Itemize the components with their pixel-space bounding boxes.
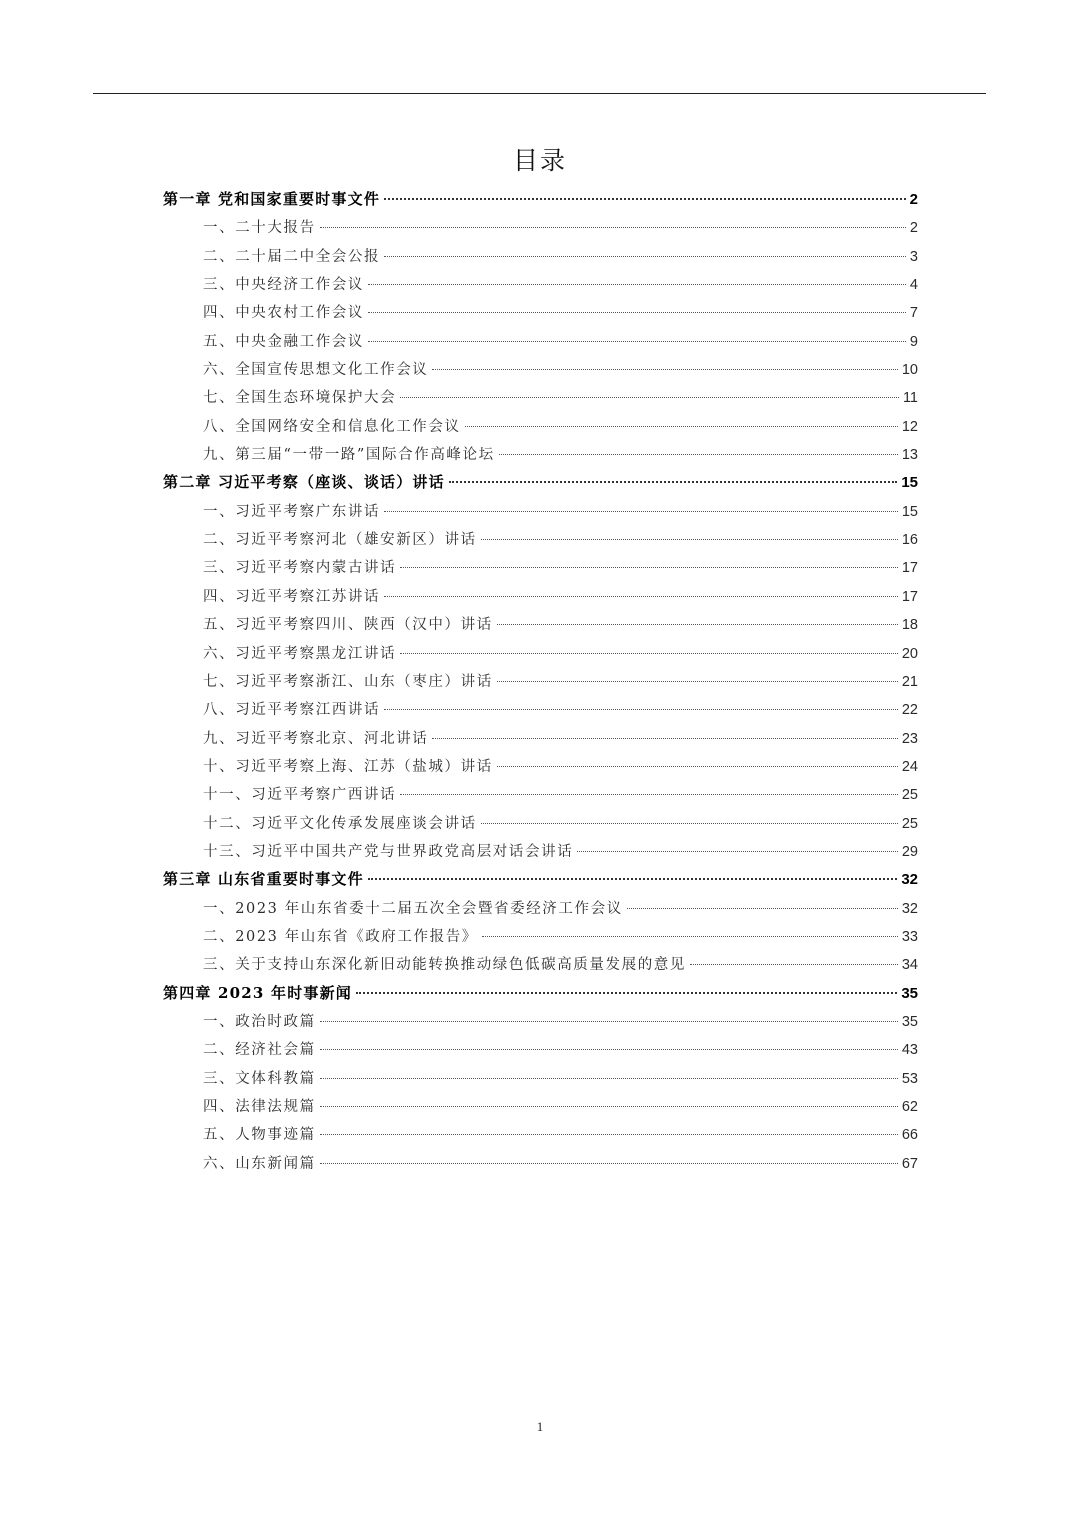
toc-entry-label: 六、习近平考察黑龙江讲话 xyxy=(203,645,397,662)
toc-dot-leader xyxy=(320,1163,898,1164)
toc-section-entry[interactable] xyxy=(163,443,918,471)
toc-chapter-entry[interactable] xyxy=(163,188,918,216)
toc-dot-leader xyxy=(368,341,906,342)
toc-section-entry[interactable] xyxy=(163,556,918,584)
toc-section-entry[interactable] xyxy=(163,415,918,443)
toc-entry-page: 23 xyxy=(901,730,918,747)
toc-entry-page: 29 xyxy=(901,843,918,860)
toc-dot-leader xyxy=(320,1021,898,1022)
toc-dot-leader xyxy=(384,596,898,597)
toc-entry-label: 五、人物事迹篇 xyxy=(203,1127,316,1144)
toc-section-entry[interactable] xyxy=(163,812,918,840)
toc-entry-page: 17 xyxy=(901,560,918,577)
toc-entry-label: 十二、习近平文化传承发展座谈会讲话 xyxy=(203,815,477,832)
toc-entry-page: 22 xyxy=(901,702,918,719)
toc-dot-leader xyxy=(497,766,898,767)
toc-entry-page: 4 xyxy=(909,277,918,294)
toc-entry-page: 9 xyxy=(909,333,918,350)
toc-section-entry[interactable] xyxy=(163,755,918,783)
toc-section-entry[interactable] xyxy=(163,500,918,528)
toc-section-entry[interactable] xyxy=(163,1123,918,1151)
toc-entry-label: 第四章 2023 年时事新闻 xyxy=(163,983,352,1002)
toc-entry-page: 11 xyxy=(902,390,918,407)
toc-entry-label: 七、全国生态环境保护大会 xyxy=(203,390,397,407)
toc-dot-leader xyxy=(368,284,906,285)
toc-chapter-entry[interactable] xyxy=(163,982,918,1010)
toc-dot-leader xyxy=(627,908,898,909)
toc-entry-label: 四、习近平考察江苏讲话 xyxy=(203,588,381,605)
toc-dot-leader xyxy=(577,851,898,852)
toc-dot-leader xyxy=(499,454,898,455)
toc-entry-page: 7 xyxy=(909,305,918,322)
toc-entry-label: 三、文体科教篇 xyxy=(203,1070,316,1087)
toc-entry-page: 32 xyxy=(901,871,918,889)
toc-dot-leader xyxy=(320,1106,898,1107)
toc-entry-label: 一、政治时政篇 xyxy=(203,1013,316,1030)
toc-dot-leader xyxy=(320,227,906,228)
toc-entry-page: 13 xyxy=(901,447,918,464)
toc-dot-leader xyxy=(400,397,899,398)
toc-entry-label: 九、习近平考察北京、河北讲话 xyxy=(203,730,429,747)
toc-entry-label: 三、关于支持山东深化新旧动能转换推动绿色低碳高质量发展的意见 xyxy=(203,957,686,974)
toc-entry-label: 五、中央金融工作会议 xyxy=(203,333,364,350)
toc-section-entry[interactable] xyxy=(163,1152,918,1180)
header-rule xyxy=(93,93,986,94)
toc-entry-label: 八、全国网络安全和信息化工作会议 xyxy=(203,418,461,435)
toc-section-entry[interactable] xyxy=(163,386,918,414)
toc-title: 目录 xyxy=(512,146,567,175)
toc-entry-page: 35 xyxy=(901,1013,918,1030)
toc-entry-label: 二、经济社会篇 xyxy=(203,1042,316,1059)
toc-entry-label: 七、习近平考察浙江、山东（枣庄）讲话 xyxy=(203,673,493,690)
toc-dot-leader xyxy=(320,1078,898,1079)
toc-section-entry[interactable] xyxy=(163,897,918,925)
toc-section-entry[interactable] xyxy=(163,216,918,244)
toc-entry-page: 10 xyxy=(901,362,918,379)
toc-entry-label: 四、中央农村工作会议 xyxy=(203,305,364,322)
toc-section-entry[interactable] xyxy=(163,358,918,386)
toc-entry-page: 2 xyxy=(909,220,918,237)
toc-chapter-entry[interactable] xyxy=(163,868,918,896)
toc-section-entry[interactable] xyxy=(163,642,918,670)
toc-section-entry[interactable] xyxy=(163,953,918,981)
toc-entry-page: 53 xyxy=(901,1070,918,1087)
toc-entry-label: 第三章 山东省重要时事文件 xyxy=(163,870,364,889)
toc-dot-leader xyxy=(384,256,906,257)
toc-entry-page: 66 xyxy=(901,1127,918,1144)
toc-entry-label: 十一、习近平考察广西讲话 xyxy=(203,787,397,804)
toc-entry-page: 34 xyxy=(901,957,918,974)
toc-entry-label: 二、2023 年山东省《政府工作报告》 xyxy=(203,928,478,945)
toc-dot-leader xyxy=(465,426,898,427)
toc-entry-label: 一、二十大报告 xyxy=(203,220,316,237)
toc-entry-page: 62 xyxy=(901,1099,918,1115)
toc-dot-leader xyxy=(690,964,898,965)
toc-dot-leader xyxy=(481,823,898,824)
toc-entry-page: 25 xyxy=(901,815,918,832)
toc-entry-page: 33 xyxy=(901,928,918,945)
toc-dot-leader xyxy=(320,1134,898,1135)
toc-entry-label: 五、习近平考察四川、陕西（汉中）讲话 xyxy=(203,617,493,634)
toc-section-entry[interactable] xyxy=(163,840,918,868)
toc-entry-label: 一、2023 年山东省委十二届五次全会暨省委经济工作会议 xyxy=(203,900,623,917)
toc-dot-leader xyxy=(432,369,897,370)
toc-entry-page: 15 xyxy=(901,503,918,520)
toc-entry-page: 2 xyxy=(909,191,918,208)
toc-dot-leader xyxy=(497,624,898,625)
toc-entry-label: 二、习近平考察河北（雄安新区）讲话 xyxy=(203,532,477,549)
toc-dot-leader xyxy=(384,198,906,200)
toc-section-entry[interactable] xyxy=(163,670,918,698)
toc-dot-leader xyxy=(432,738,897,739)
toc-section-entry[interactable] xyxy=(163,528,918,556)
toc-entry-page: 20 xyxy=(901,645,918,662)
toc-section-entry[interactable] xyxy=(163,245,918,273)
toc-section-entry[interactable] xyxy=(163,1038,918,1066)
toc-entry-page: 35 xyxy=(901,984,918,1002)
toc-entry-label: 四、法律法规篇 xyxy=(203,1099,316,1115)
toc-entry-page: 15 xyxy=(901,474,918,492)
toc-dot-leader xyxy=(497,681,898,682)
page-number: 1 xyxy=(536,1419,544,1434)
toc-section-entry[interactable] xyxy=(163,1095,918,1123)
toc-dot-leader xyxy=(368,878,897,880)
toc-section-entry[interactable] xyxy=(163,727,918,755)
toc-section-entry[interactable] xyxy=(163,585,918,613)
toc-dot-leader xyxy=(482,936,898,937)
toc-entry-label: 第二章 习近平考察（座谈、谈话）讲话 xyxy=(163,473,445,492)
toc-section-entry[interactable] xyxy=(163,301,918,329)
toc-dot-leader xyxy=(400,567,898,568)
toc-section-entry[interactable] xyxy=(163,1010,918,1038)
toc-dot-leader xyxy=(356,992,897,994)
toc-section-entry[interactable] xyxy=(163,698,918,726)
toc-entry-page: 43 xyxy=(901,1042,918,1059)
toc-entry-page: 12 xyxy=(901,418,918,435)
toc-dot-leader xyxy=(449,481,897,483)
toc-entry-label: 三、中央经济工作会议 xyxy=(203,277,364,294)
toc-entry-page: 21 xyxy=(901,673,918,690)
toc-section-entry[interactable] xyxy=(163,1067,918,1095)
toc-entry-label: 十、习近平考察上海、江苏（盐城）讲话 xyxy=(203,758,493,775)
toc-entry-page: 25 xyxy=(901,787,918,804)
toc-entry-page: 17 xyxy=(901,588,918,605)
toc-entry-page: 24 xyxy=(901,758,918,775)
toc-entry-label: 三、习近平考察内蒙古讲话 xyxy=(203,560,397,577)
toc-entry-page: 32 xyxy=(901,900,918,917)
toc-dot-leader xyxy=(384,709,898,710)
toc-entry-label: 第一章 党和国家重要时事文件 xyxy=(163,190,381,208)
toc-section-entry[interactable] xyxy=(163,613,918,641)
toc-entry-label: 二、二十届二中全会公报 xyxy=(203,248,381,265)
toc-section-entry[interactable] xyxy=(163,783,918,811)
toc-entry-label: 十三、习近平中国共产党与世界政党高层对话会讲话 xyxy=(203,843,574,860)
toc-entry-label: 八、习近平考察江西讲话 xyxy=(203,702,381,719)
toc-entry-label: 一、习近平考察广东讲话 xyxy=(203,503,381,520)
toc-entry-page: 67 xyxy=(901,1155,918,1172)
toc-entry-page: 16 xyxy=(901,532,918,549)
toc-section-entry[interactable] xyxy=(163,925,918,953)
toc-dot-leader xyxy=(481,539,898,540)
toc-entry-page: 18 xyxy=(901,617,918,634)
toc-dot-leader xyxy=(368,312,906,313)
toc-chapter-entry[interactable] xyxy=(163,471,918,499)
toc-dot-leader xyxy=(400,794,898,795)
toc-entry-label: 六、全国宣传思想文化工作会议 xyxy=(203,362,429,379)
toc-section-entry[interactable] xyxy=(163,273,918,301)
toc-section-entry[interactable] xyxy=(163,330,918,358)
table-of-contents xyxy=(163,188,918,1180)
toc-dot-leader xyxy=(384,511,898,512)
toc-entry-label: 六、山东新闻篇 xyxy=(203,1155,316,1172)
toc-entry-label: 九、第三届“一带一路”国际合作高峰论坛 xyxy=(203,447,495,464)
toc-dot-leader xyxy=(400,653,898,654)
toc-dot-leader xyxy=(320,1049,898,1050)
toc-entry-page: 3 xyxy=(909,248,918,265)
